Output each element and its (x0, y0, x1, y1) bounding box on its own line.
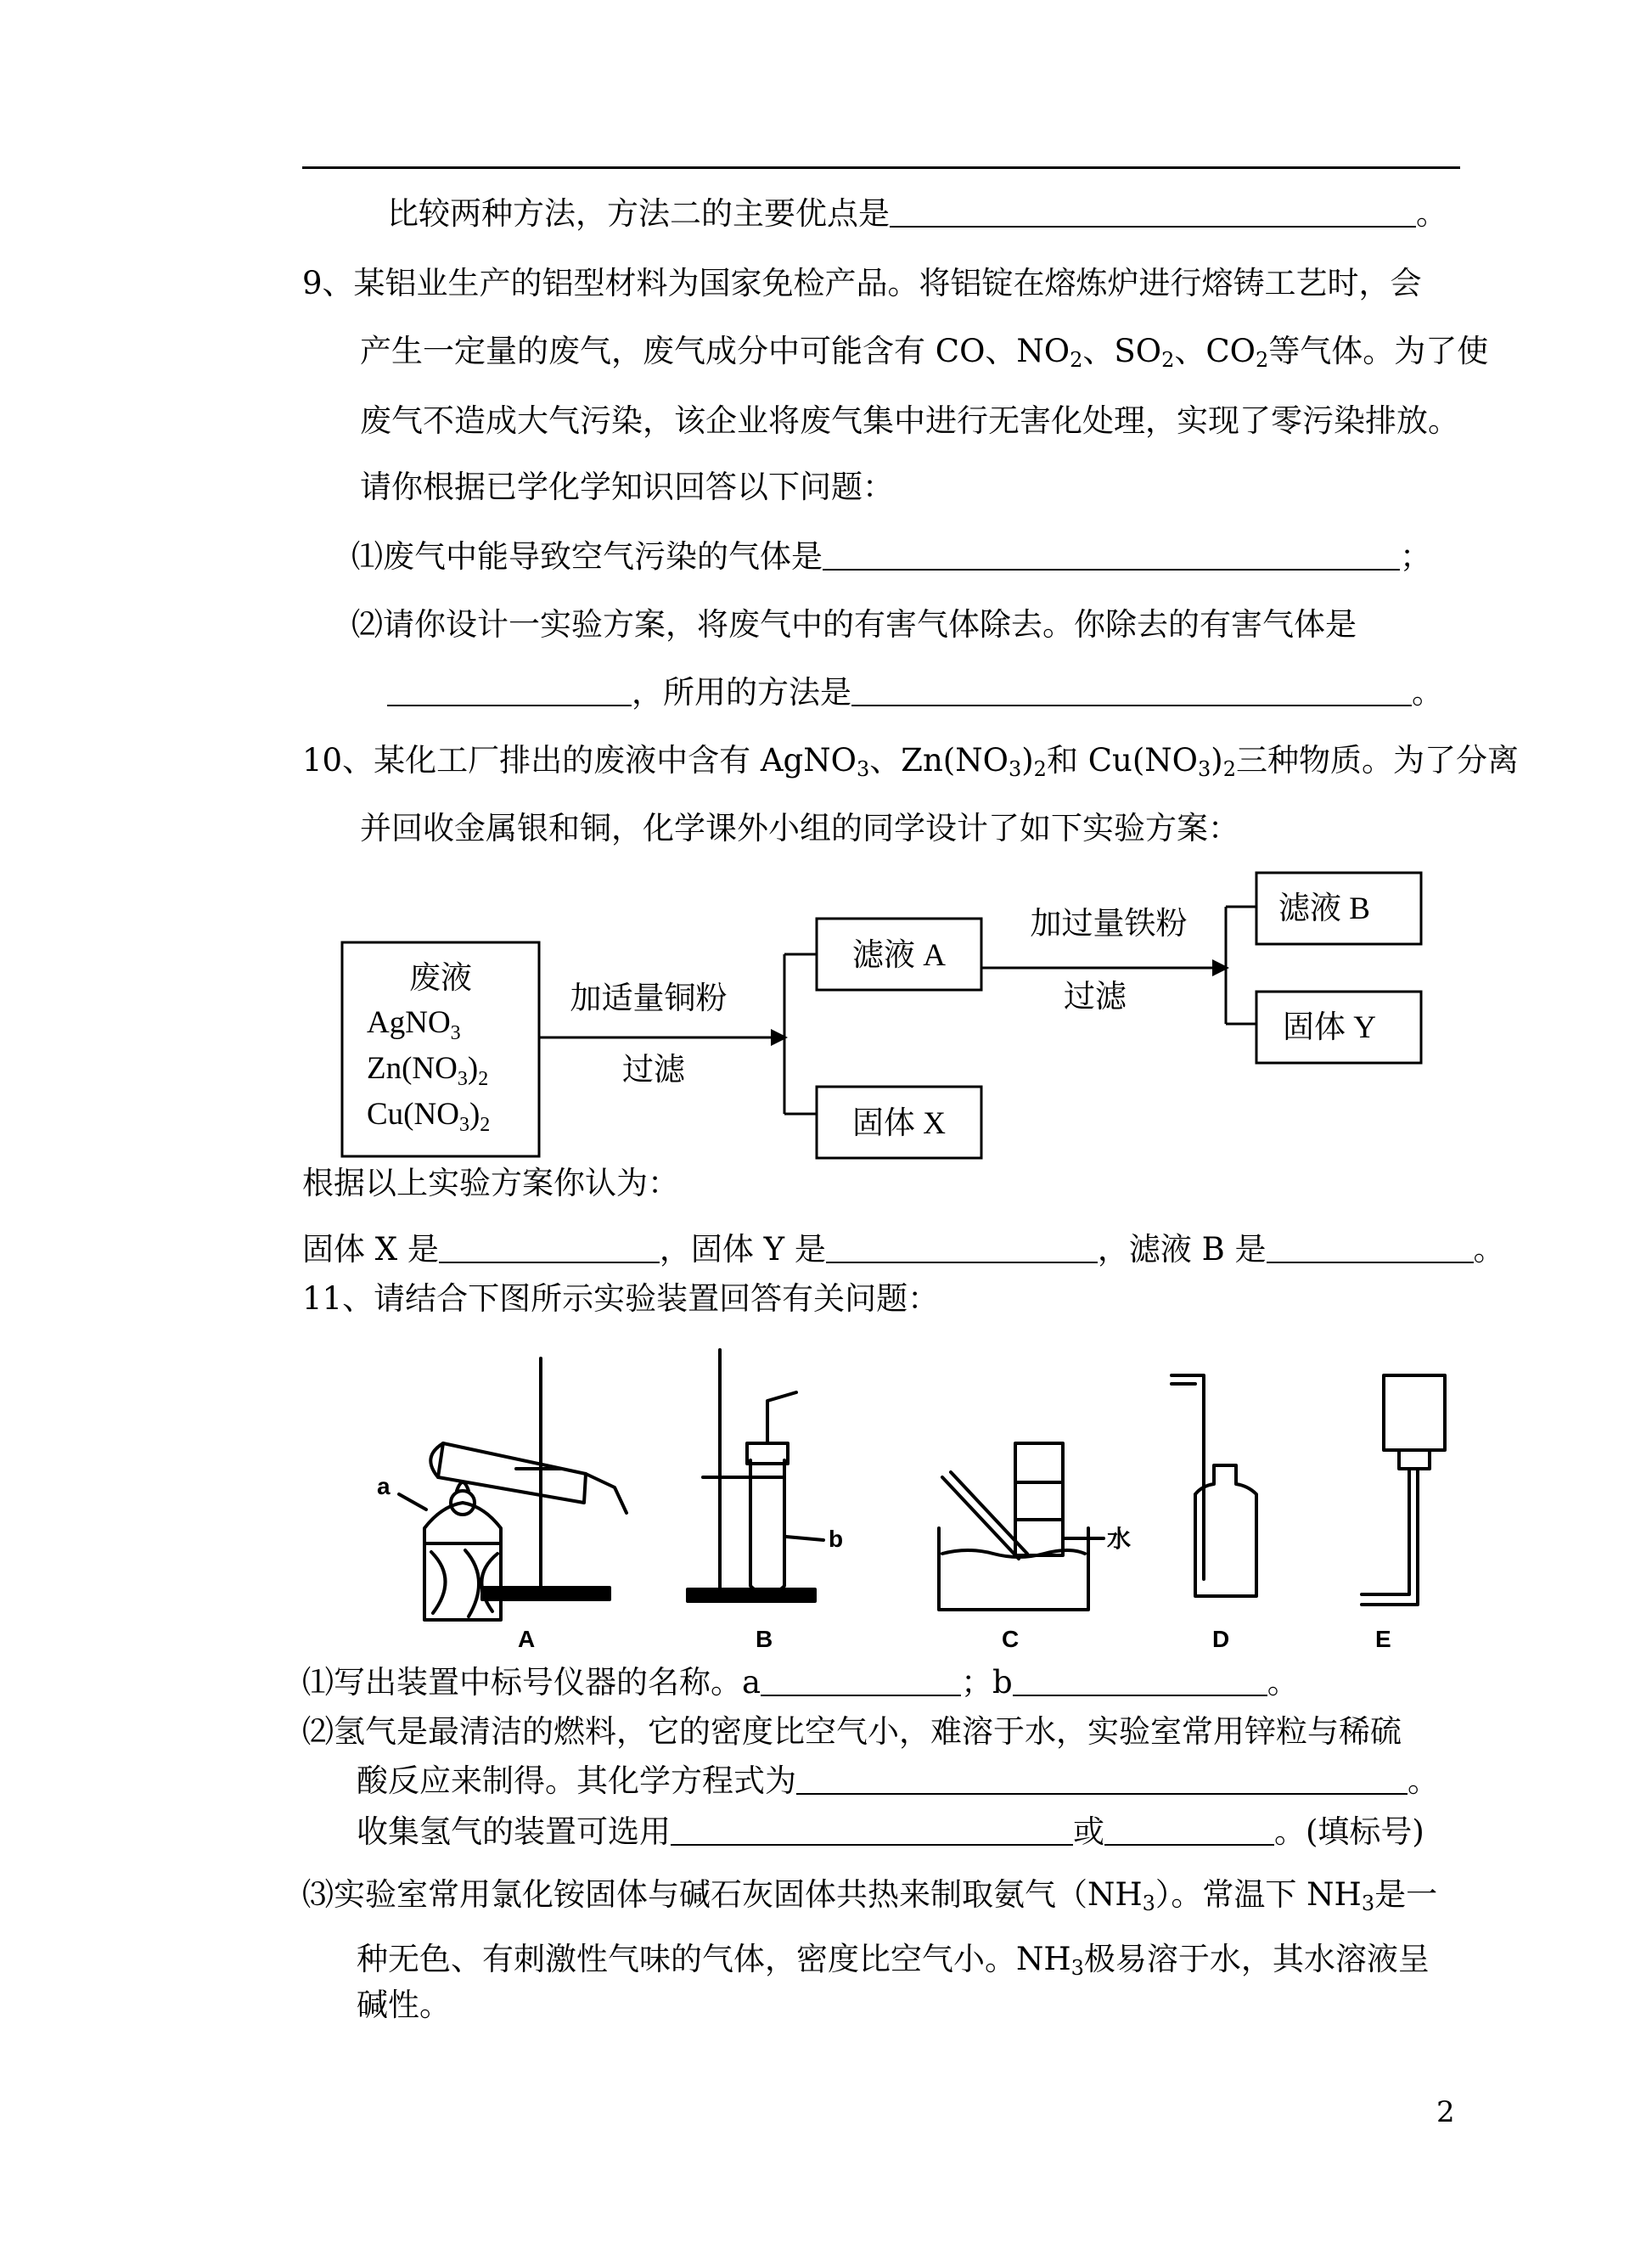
text: ⑴废气中能导致空气污染的气体是 (351, 538, 823, 575)
text: ) (1021, 742, 1034, 779)
text: 。 (1412, 674, 1443, 711)
text: ； (1400, 538, 1431, 575)
text: 请你根据已学化学知识回答以下问题： (360, 469, 894, 505)
text: 或 (1073, 1813, 1104, 1850)
text: 和 Cu(NO (1046, 742, 1198, 779)
subscript: 2 (1222, 757, 1236, 781)
text: 根据以上实验方案你认为： (302, 1165, 679, 1201)
text: 种无色、有刺激性气味的气体，密度比空气小。NH (357, 1941, 1071, 1977)
waste-cu-nitrate: $Cu(NO_3)_2$ (367, 1097, 491, 1136)
label-water: 水 (1107, 1526, 1132, 1552)
text: 。 (1473, 1231, 1505, 1268)
answer-blank[interactable] (1013, 1666, 1267, 1696)
text: 、Zn(NO (869, 742, 1009, 779)
subscript: 2 (1070, 348, 1083, 372)
waste-agno3: AgNO$_3$ (367, 1005, 461, 1044)
q11-part-3-line-3 (357, 1987, 451, 2024)
text: ，滤液 B 是 (1097, 1231, 1267, 1268)
text: ⑵请你设计一实验方案，将废气中的有害气体除去。你除去的有害气体是 (351, 606, 1357, 643)
subscript: 3 (856, 757, 870, 781)
text: ，固体 Y 是 (659, 1231, 826, 1268)
filtrate-b-label: 滤液 B (1278, 891, 1370, 926)
solid-y-label: 固体 Y (1283, 1010, 1376, 1045)
q11-part-2-line-1 (302, 1713, 1402, 1751)
waste-zn-nitrate: $Zn(NO_3)_2$ (367, 1051, 489, 1090)
subscript: 3 (1008, 757, 1022, 781)
q11-part-3-line-2 (357, 1941, 1430, 1978)
subscript: 3 (1197, 757, 1211, 781)
text: 碱性。 (357, 1987, 451, 2023)
caption-d: D (1212, 1626, 1230, 1652)
q11-part-3-line-1 (302, 1876, 1437, 1914)
text: 10、某化工厂排出的废液中含有 AgNO (302, 742, 857, 779)
subscript: 2 (1256, 348, 1269, 372)
q11-part-1 (302, 1664, 1299, 1701)
apparatus-d (1172, 1375, 1256, 1596)
step-2-filter: 过滤 (1064, 980, 1127, 1015)
text: 比较两种方法，方法二的主要优点是 (387, 195, 890, 232)
waste-title: 废液 (409, 961, 472, 996)
apparatus-a (399, 1358, 627, 1620)
page-number: 2 (1436, 2095, 1455, 2129)
apparatus-b (688, 1350, 823, 1601)
subscript: 2 (1161, 348, 1175, 372)
solid-x-label: 固体 X (852, 1106, 946, 1141)
q11-part-2-line-2 (357, 1762, 1439, 1800)
answer-blank[interactable] (761, 1666, 961, 1696)
text: ）。常温下 NH (1155, 1876, 1362, 1913)
subscript: 3 (1070, 1956, 1084, 1980)
text: 。(填标号) (1274, 1813, 1424, 1850)
q11-part-2-line-3 (357, 1813, 1424, 1851)
text: 三种物质。为了分离 (1235, 742, 1519, 779)
text: 、CO (1174, 333, 1256, 369)
text: ，所用的方法是 (632, 674, 851, 711)
filtrate-a-label: 滤液 A (852, 938, 946, 973)
answer-blank[interactable] (1104, 1815, 1274, 1846)
text: 9、某铝业生产的铝型材料为国家免检产品。将铝锭在熔炼炉进行熔铸工艺时，会 (302, 265, 1422, 301)
text: ⑶实验室常用氯化铵固体与碱石灰固体共热来制取氨气（NH (302, 1876, 1143, 1913)
answer-blank[interactable] (671, 1815, 1073, 1846)
text: 极易溶于水，其水溶液呈 (1083, 1941, 1430, 1977)
subscript: 2 (1033, 757, 1047, 781)
text: 收集氢气的装置可选用 (357, 1813, 671, 1850)
text: ⑴写出装置中标号仪器的名称。a (302, 1664, 761, 1701)
caption-b: B (756, 1626, 773, 1652)
apparatus-c (939, 1443, 1104, 1610)
step-2-reagent: 加过量铁粉 (1030, 907, 1188, 942)
step-1-filter: 过滤 (622, 1053, 685, 1088)
text: ) (1211, 742, 1223, 779)
text: ；b (961, 1664, 1013, 1701)
text: 废气不造成大气污染，该企业将废气集中进行无害化处理，实现了零污染排放。 (360, 402, 1459, 439)
label-b: b (829, 1526, 844, 1552)
text: 。 (1267, 1664, 1299, 1701)
subscript: 3 (1361, 1892, 1375, 1915)
answer-blank[interactable] (796, 1764, 1408, 1795)
text: 。 (1416, 195, 1447, 232)
text: 是一 (1374, 1876, 1438, 1913)
text: ⑵氢气是最清洁的燃料，它的密度比空气小，难溶于水，实验室常用锌粒与稀硫 (302, 1713, 1402, 1750)
text: 产生一定量的废气，废气成分中可能含有 CO、NO (360, 333, 1070, 369)
text: 、SO (1082, 333, 1162, 369)
label-a: a (377, 1473, 391, 1499)
text: 酸反应来制得。其化学方程式为 (357, 1762, 796, 1799)
caption-c: C (1002, 1626, 1020, 1652)
caption-e: E (1375, 1626, 1391, 1652)
subscript: 3 (1142, 1892, 1155, 1915)
text: 11、请结合下图所示实验装置回答有关问题： (302, 1280, 940, 1317)
step-1-reagent: 加适量铜粉 (570, 981, 728, 1016)
text: 固体 X 是 (302, 1231, 439, 1268)
apparatus-e (1362, 1375, 1445, 1605)
text: 。 (1408, 1762, 1439, 1799)
text: 并回收金属银和铜，化学课外小组的同学设计了如下实验方案： (360, 810, 1239, 846)
text: 等气体。为了使 (1268, 333, 1489, 369)
caption-a: A (518, 1626, 536, 1652)
